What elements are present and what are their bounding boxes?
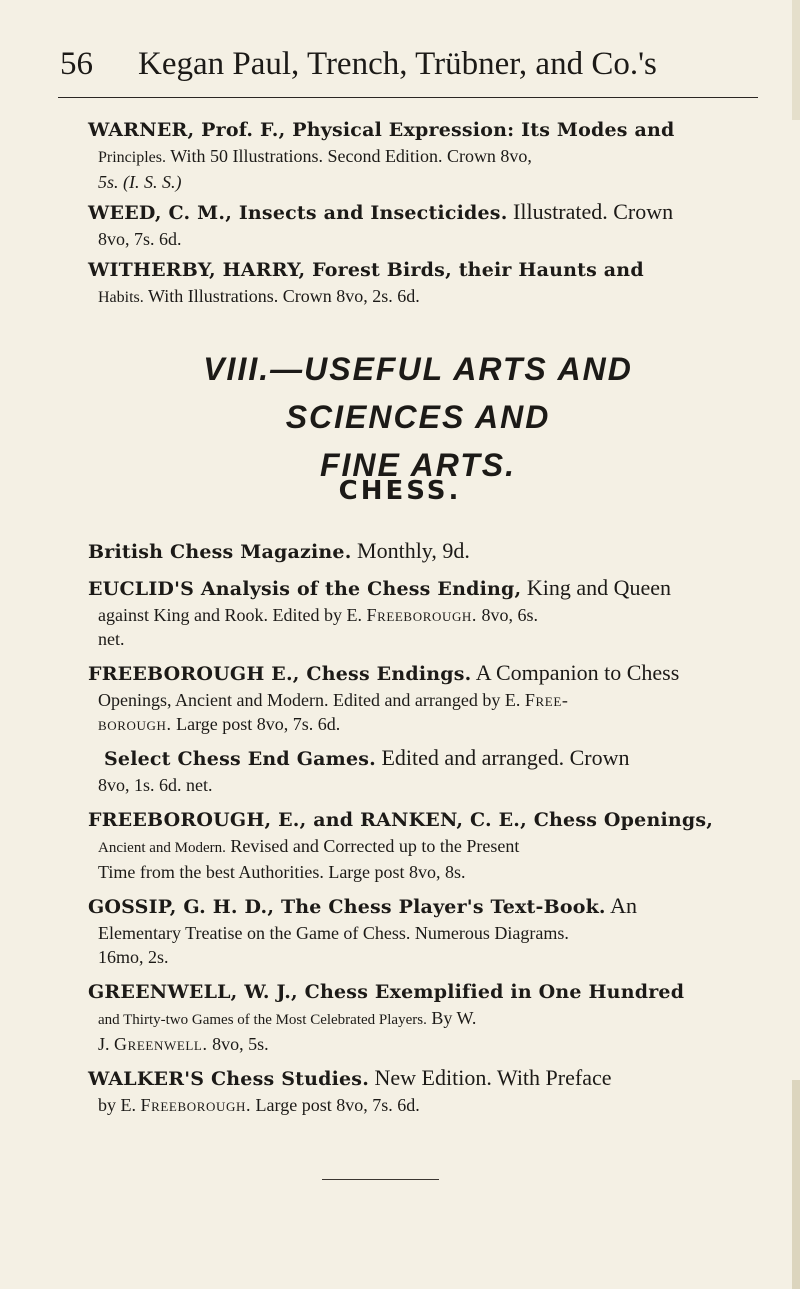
entry-witherby bbox=[88, 255, 758, 310]
section-heading-line1: VIII.—USEFUL ARTS AND SCIENCES AND bbox=[203, 351, 633, 435]
entry-body: net. bbox=[98, 629, 125, 649]
entry-heading-rest: A Companion to Chess bbox=[475, 660, 680, 685]
entry-price: 5s. (I. S. S.) bbox=[98, 172, 182, 192]
entries-chess bbox=[88, 537, 758, 1117]
entry-editor-cont: borough. bbox=[98, 714, 172, 734]
entry-british-chess-magazine bbox=[88, 537, 758, 566]
section-heading-line2: FINE ARTS. bbox=[319, 447, 516, 483]
entry-editor: Freeborough. bbox=[366, 605, 478, 625]
entry-body: by E. bbox=[98, 1095, 136, 1115]
entry-price: 16mo, 2s. bbox=[98, 947, 169, 967]
footer-rule bbox=[322, 1179, 439, 1180]
entry-weed bbox=[88, 198, 758, 251]
entry-editor: Free- bbox=[524, 690, 569, 710]
page-number: 56 bbox=[60, 46, 93, 82]
entry-body: Openings, Ancient and Modern. Edited and arranged by E. bbox=[98, 690, 521, 710]
entry-euclid bbox=[88, 574, 758, 651]
entry-heading-cont: Ancient and Modern. bbox=[98, 840, 226, 856]
page-edge-shadow-bottom bbox=[792, 1080, 800, 1289]
entry-heading: FREEBOROUGH, E., and RANKEN, C. E., Chess Openings, bbox=[88, 809, 714, 831]
entry-body: Revised and Corrected up to the Present bbox=[230, 836, 520, 856]
header-rule bbox=[58, 97, 758, 98]
entry-body: Elementary Treatise on the Game of Chess. Numerous Diagrams. bbox=[98, 923, 569, 943]
entry-walker bbox=[88, 1064, 758, 1117]
entry-heading: British Chess Magazine. bbox=[88, 541, 352, 563]
entry-heading-cont: Habits. bbox=[98, 289, 144, 306]
entry-heading: GREENWELL, W. J., Chess Exemplified in One Hundred bbox=[88, 981, 685, 1003]
entry-editor: Freeborough. bbox=[140, 1095, 252, 1115]
entry-price: 8vo, 6s. bbox=[481, 605, 539, 625]
subsection-chess: CHESS. bbox=[338, 476, 462, 506]
entry-heading-rest: An bbox=[610, 893, 637, 918]
entry-body: against King and Rook. Edited by E. bbox=[98, 605, 362, 625]
entry-warner bbox=[88, 115, 758, 194]
entry-body: 8vo, 7s. 6d. bbox=[98, 229, 182, 249]
entry-body: J. bbox=[98, 1034, 110, 1054]
entry-heading-rest: King and Queen bbox=[526, 575, 671, 600]
entry-body: By W. bbox=[431, 1008, 477, 1028]
page-header bbox=[60, 44, 760, 84]
entry-heading: WEED, C. M., Insects and Insecticides. bbox=[88, 202, 508, 224]
entry-heading: EUCLID'S Analysis of the Chess Ending, bbox=[88, 578, 522, 600]
entry-body: Time from the best Authorities. Large post 8vo, 8s. bbox=[98, 862, 466, 882]
entry-greenwell bbox=[88, 977, 758, 1056]
entry-freeborough-ranken bbox=[88, 805, 758, 884]
entry-body: With 50 Illustrations. Second Edition. Crown 8vo, bbox=[170, 146, 532, 166]
entry-price: Large post 8vo, 7s. 6d. bbox=[176, 714, 341, 734]
entries-top bbox=[88, 115, 758, 310]
entry-heading: FREEBOROUGH E., Chess Endings. bbox=[88, 663, 472, 685]
entry-heading: Select Chess End Games. bbox=[104, 748, 376, 770]
entry-heading-rest: Edited and arranged. Crown bbox=[381, 745, 630, 770]
running-title: Kegan Paul, Trench, Trübner, and Co.'s bbox=[138, 46, 657, 82]
entry-heading: WITHERBY, HARRY, Forest Birds, their Haunts and bbox=[88, 259, 644, 281]
page-edge-shadow bbox=[792, 0, 800, 120]
entry-heading-cont: and Thirty-two Games of the Most Celebrated Players. bbox=[98, 1012, 427, 1028]
entry-body: With Illustrations. Crown 8vo, 2s. 6d. bbox=[147, 286, 420, 306]
entry-heading: WARNER, Prof. F., Physical Expression: Its Modes and bbox=[88, 119, 675, 141]
entry-heading: GOSSIP, G. H. D., The Chess Player's Text-Book. bbox=[88, 896, 606, 918]
entry-body: 8vo, 1s. 6d. net. bbox=[98, 775, 213, 795]
entry-price: 8vo, 5s. bbox=[212, 1034, 269, 1054]
entry-select-end-games bbox=[96, 744, 758, 797]
entry-heading-cont: Principles. bbox=[98, 149, 166, 166]
entry-heading-rest: New Edition. With Preface bbox=[374, 1065, 612, 1090]
entry-gossip bbox=[88, 892, 758, 969]
entry-heading-rest: Monthly, 9d. bbox=[357, 538, 470, 563]
section-heading bbox=[118, 345, 718, 489]
entry-freeborough-endings bbox=[88, 659, 758, 736]
entry-heading: WALKER'S Chess Studies. bbox=[88, 1068, 370, 1090]
entry-price: Large post 8vo, 7s. 6d. bbox=[255, 1095, 420, 1115]
entry-editor: Greenwell. bbox=[114, 1034, 208, 1054]
entry-heading-rest: Illustrated. Crown bbox=[513, 199, 674, 224]
